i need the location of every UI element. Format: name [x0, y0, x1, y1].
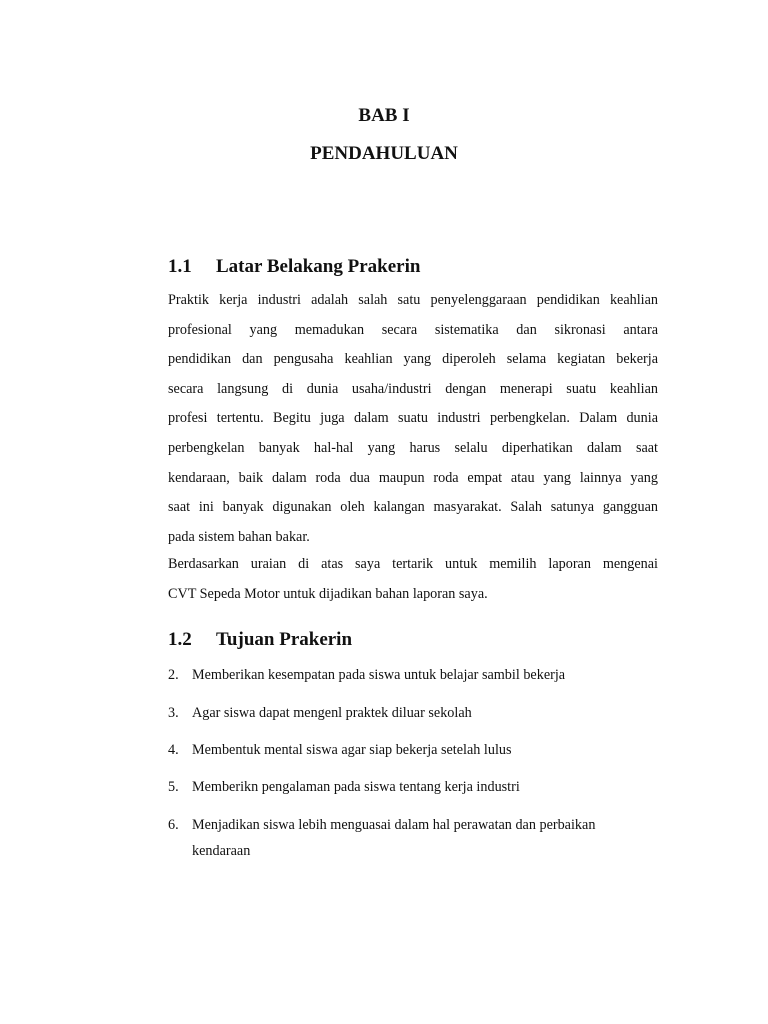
section-title: Tujuan Prakerin	[216, 629, 353, 650]
list-item-text: Memberikan kesempatan pada siswa untuk belajar sambil bekerja	[192, 667, 566, 683]
section-number: 1.2	[168, 629, 192, 650]
section-number: 1.1	[168, 256, 192, 277]
list-item-text: Membentuk mental siswa agar siap bekerja setelah lulus	[192, 742, 512, 758]
paragraph-line: kendaraan, baik dalam roda dua maupun roda empat atau yang lainnya yang	[168, 469, 658, 486]
list-item-number: 6.	[168, 817, 179, 833]
section-heading-1-2	[168, 629, 352, 651]
list-item-number: 2.	[168, 667, 179, 683]
paragraph-line: pendidikan dan pengusaha keahlian yang diperoleh selama kegiatan bekerja	[168, 351, 658, 368]
section-heading-1-1	[168, 256, 420, 278]
list-item-number: 4.	[168, 742, 179, 758]
background-paragraph	[168, 290, 658, 556]
paragraph-line: pada sistem bahan bakar.	[168, 528, 310, 545]
paragraph-line: Berdasarkan uraian di atas saya tertarik untuk memilih laporan mengenai	[168, 556, 658, 572]
paragraph-line: profesional yang memadukan secara sistematika dan sikronasi antara	[168, 321, 658, 338]
list-item-text-continued: kendaraan	[192, 843, 251, 859]
conclusion-paragraph	[168, 554, 658, 613]
chapter-title: PENDAHULUAN	[310, 143, 458, 164]
list-item-number: 5.	[168, 779, 179, 795]
section-title: Latar Belakang Prakerin	[216, 256, 421, 277]
paragraph-line: Praktik kerja industri adalah salah satu penyelenggaraan pendidikan keahlian	[168, 292, 658, 308]
list-item-text: Memberikn pengalaman pada siswa tentang kerja industri	[192, 779, 520, 795]
list-item-number: 3.	[168, 705, 179, 721]
list-item-text: Agar siswa dapat mengenl praktek diluar sekolah	[192, 705, 472, 721]
paragraph-line: secara langsung di dunia usaha/industri dengan menerapi suatu keahlian	[168, 380, 658, 397]
paragraph-line: perbengkelan banyak hal-hal yang harus selalu diperhatikan dalam saat	[168, 439, 658, 456]
paragraph-line: profesi tertentu. Begitu juga dalam suatu industri perbengkelan. Dalam dunia	[168, 410, 658, 427]
paragraph-line: CVT Sepeda Motor untuk dijadikan bahan laporan saya.	[168, 585, 488, 602]
paragraph-line: saat ini banyak digunakan oleh kalangan masyarakat. Salah satunya gangguan	[168, 499, 658, 516]
chapter-label: BAB I	[358, 105, 410, 126]
list-item-text: Menjadikan siswa lebih menguasai dalam hal perawatan dan perbaikan	[192, 817, 596, 833]
